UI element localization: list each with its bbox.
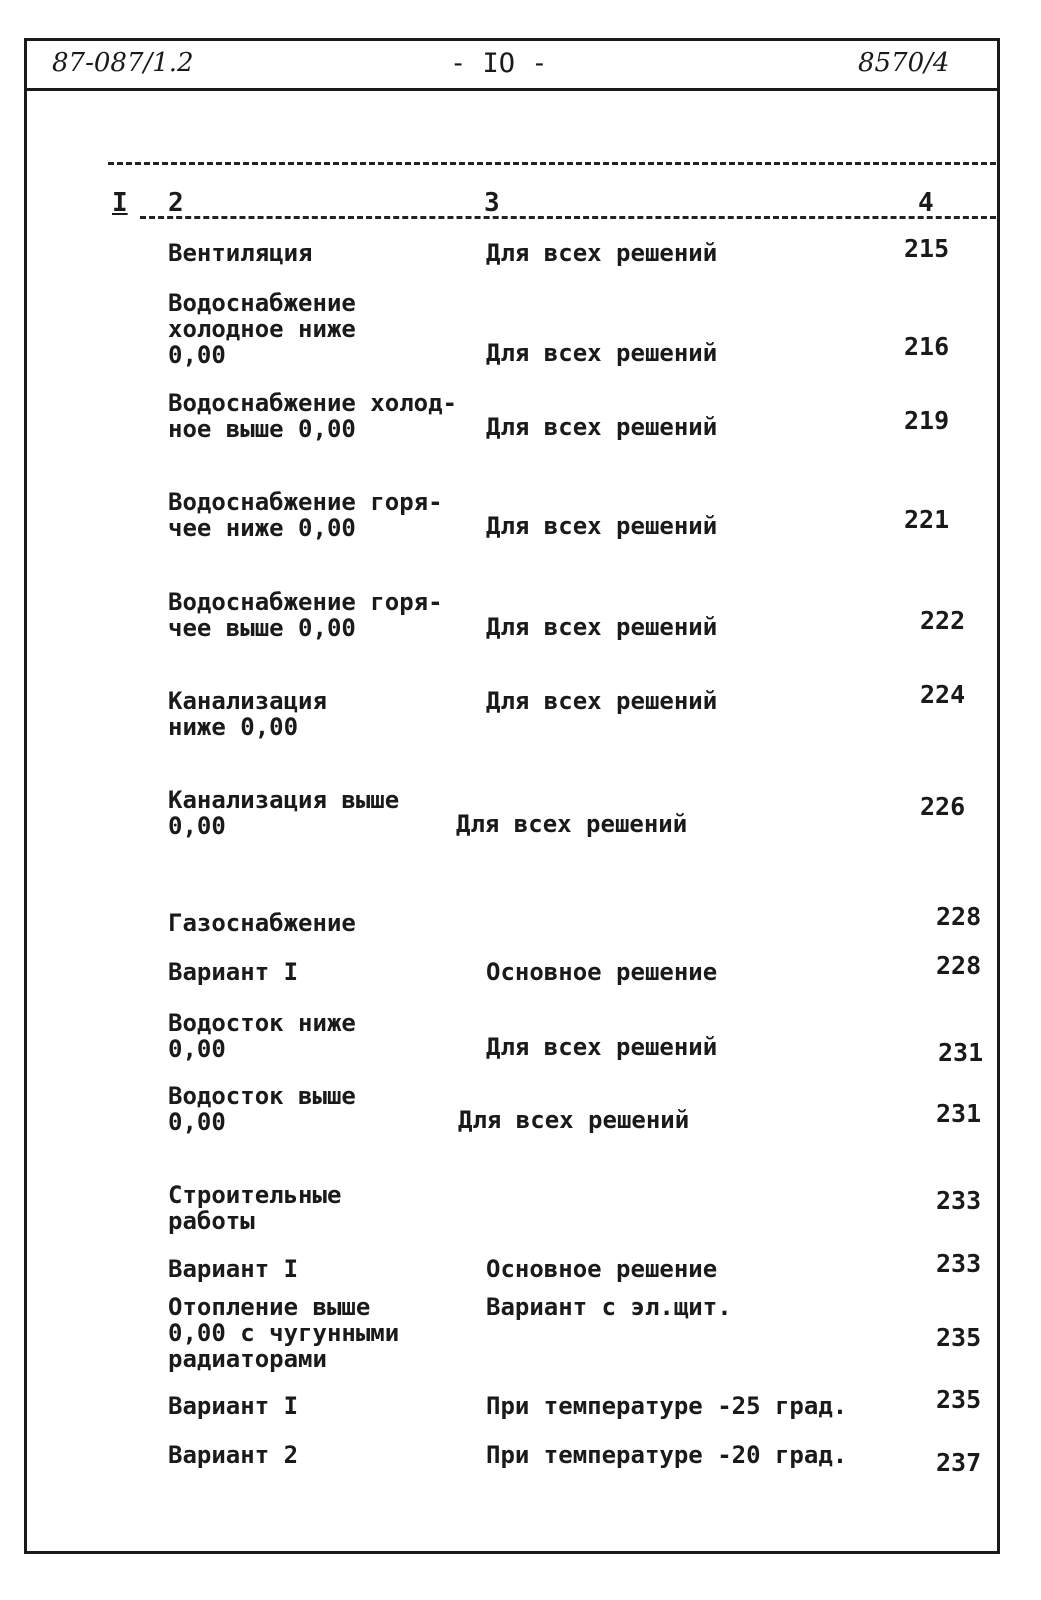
column-1-label: I [112,188,128,218]
row-page: 235 [936,1323,982,1352]
row-note: Для всех решений [486,413,718,441]
row-page: 224 [920,680,966,709]
row-name: Водосток выше 0,00 [168,1082,356,1136]
row-name: Канализация ниже 0,00 [168,687,327,741]
row-note: Для всех решений [486,613,718,641]
column-4-label: 4 [918,188,934,218]
column-header-dashes [140,216,996,219]
row-name: Канализация выше 0,00 [168,786,400,840]
row-note: Для всех решений [486,339,718,367]
column-2-label: 2 [168,188,184,218]
row-page: 233 [936,1249,982,1278]
row-name: Вентиляция [168,239,313,267]
row-note: Для всех решений [458,1106,690,1134]
sheet-code: 8570/4 [858,48,950,78]
row-page: 228 [936,951,982,980]
page-number: - IO - [450,48,548,79]
row-page: 233 [936,1186,982,1215]
row-note: Основное решение [486,1255,718,1283]
row-name: Водоснабжение холод- ное выше 0,00 [168,389,457,443]
row-page: 235 [936,1385,982,1414]
row-note: Для всех решений [486,239,718,267]
row-name: Водоснабжение горя- чее выше 0,00 [168,588,443,642]
row-page: 228 [936,902,982,931]
row-name: Водоснабжение горя- чее ниже 0,00 [168,488,443,542]
row-name: Водоснабжение холодное ниже 0,00 [168,289,356,369]
row-name: Вариант I [168,958,299,986]
row-note: Для всех решений [486,1033,718,1061]
row-note: Вариант с эл.щит. [486,1293,732,1321]
row-page: 226 [920,792,966,821]
row-name: Вариант I [168,1392,299,1420]
column-3-label: 3 [484,188,500,218]
row-name: Вариант I [168,1255,299,1283]
header-rule [24,88,1000,91]
row-page: 231 [936,1099,982,1128]
row-note: Для всех решений [486,687,718,715]
row-page: 222 [920,606,966,635]
row-page: 221 [904,505,950,534]
row-page: 216 [904,332,950,361]
table-top-dashes [108,162,996,165]
row-page: 215 [904,234,950,263]
row-note: При температуре -25 град. [486,1392,848,1420]
row-name: Строительные работы [168,1181,342,1235]
row-name: Водосток ниже 0,00 [168,1009,356,1063]
row-note: Для всех решений [456,810,688,838]
row-name: Отопление выше 0,00 с чугунными радиаторами [168,1293,400,1373]
row-name: Газоснабжение [168,909,356,937]
row-page: 231 [938,1038,984,1067]
row-name: Вариант 2 [168,1441,299,1469]
document-code: 87-087/1.2 [52,48,194,78]
row-note: Для всех решений [486,512,718,540]
row-note: Основное решение [486,958,718,986]
row-page: 219 [904,406,950,435]
row-note: При температуре -20 град. [486,1441,848,1469]
row-page: 237 [936,1448,982,1477]
